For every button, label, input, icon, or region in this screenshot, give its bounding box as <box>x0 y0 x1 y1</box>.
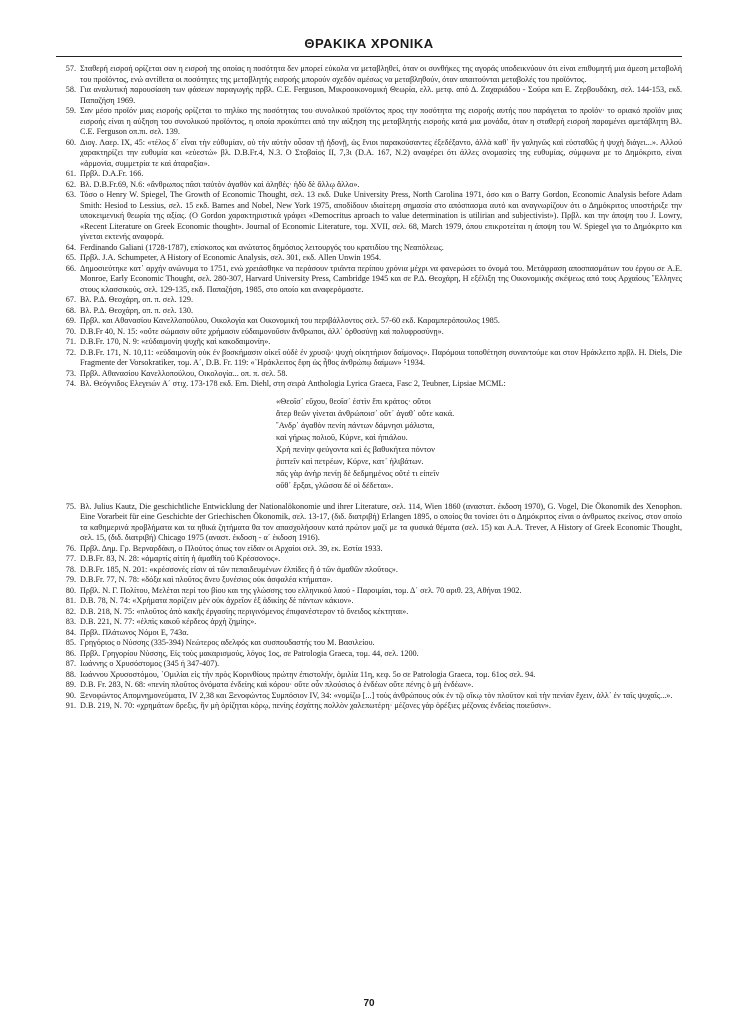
header-rule <box>56 56 682 57</box>
footnote <box>56 659 682 670</box>
footnote-text: Ιωάννης ο Χρυσόστομος (345 ή 347-407). <box>80 659 220 668</box>
poem-line: καὶ γήρως πολιοῦ, Κύρνε, καὶ ἠπιάλου. <box>276 432 408 442</box>
poem-line: «Θεοῖσ᾽ εὔχου, θεοῖσ᾽ ἐστὶν ἔπι κράτος· οὔτοι <box>276 396 431 406</box>
footnotes-part-1 <box>56 64 682 390</box>
poem-line: ῎Ανδρ᾽ ἀγαθὸν πενίη πάντων δάμνησι μάλιστα, <box>276 420 435 430</box>
footnote-number: 70. <box>65 326 76 336</box>
footnote-text: Πρβλ. D.A.Fr. 166. <box>80 169 144 178</box>
footnote <box>56 348 682 369</box>
footnote-text: Πρβλ. Ν. Γ. Πολίτου, Μελέται περί του βίου και της γλώσσης του ελληνικού λαού - Παροιμίαι, τομ. Δ΄ σελ. 70 αριθ. 23, Αθήναι 1902. <box>80 585 522 595</box>
footnote-text: Σταθερή εισροή ορίζεται σαν η εισροή της οποίας η ποσότητα δεν μπορεί εύκολα να μεταβληθεί, όταν οι συνθήκες της αγοράς υποδεικνύουν ότι είναι επιθυμητή μια άμεση μεταβολή του προϊόντος, ενώ αντίθετα οι ποσότητες της μεταβλητής εισροής μπορούν σχεδόν αμέσως να μεταβληθούν, όταν απαιτούνται μεταβολές του προϊόντος. <box>80 64 682 84</box>
footnote <box>56 575 682 586</box>
footnote <box>56 316 682 327</box>
footnote <box>56 253 682 264</box>
footnote-text: D.B.Fr 40, N. 15: «οὔτε σώμασιν οὔτε χρήμασιν εὐδαιμονοῦσιν ἄνθρωποι, ἀλλ᾽ ὀρθοσύνῃ καὶ πολυφροσύνῃ». <box>80 326 444 336</box>
footnote-text: Δημοσιεύτηκε κατ᾽ αρχήν ανώνυμα το 1751, ενώ χρειάσθηκε να περάσουν τριάντα περίπου χρόνια μέχρι να φανερώσει το όνομά του. Μετάφραση αποσπασμάτων του έργου σε A.E. Monroe, Early Economic Thought, σελ. 280-307, Harvard University Press, Cambridge 1945 και σε Ρ.Δ. Θεοχάρη, Η εξέλιξη της Οικονομικής σκέψεως από τους Αρχαίους ῞Ελληνες στους κλασσικούς, σελ. 129-135, εκδ. Παπαζήση, 1985, στο οποίο και αναφερόμαστε. <box>80 263 682 294</box>
footnote-number: 62. <box>65 179 76 189</box>
footnote <box>56 680 682 691</box>
footnote-text: Πρβλ. Πλάτωνος Νόμοι Ε, 743α. <box>80 627 189 637</box>
footnote-number: 87. <box>65 659 76 668</box>
footnote <box>56 327 682 338</box>
footnote-text: Βλ. D.B.Fr.69, N.6: «ἄνθρωπος πᾶσι ταὐτὸν ἀγαθὸν καὶ ἀληθές· ἡδὺ δὲ ἄλλῳ ἄλλο». <box>80 179 360 189</box>
footnote <box>56 586 682 597</box>
footnote-text: Βλ. Julius Kautz, Die geschichtliche Entwicklung der Nationalökonomie und ihrer Literature, σελ. 114, Wien 1860 (αναστατ. έκδοση 1970), G. Vogel, Die Ökonomik des Xenophon. Eine Vorarbeit für eine Geschichte der Griechischen Ökonomik, σελ. 13-17, (διδ. διατριβή) Erlangen 1895, ο οποίος θα τονίσει ότι ο Δημόκριτος είναι ο άνθρωπος εκείνος, στον οποίο τα καθημερινά προβλήματα και τα ηθικά ζητήματα θα τον απασχολήσουν κατά πρώτον μαζί με τα φυσικά θέματα (σελ. 15) και A.A. Trever, A History of Greek Economic Thought, σελ. 15, (διδ. διατριβή) Chicago 1975 (αναστ. έκδοση - α΄ έκδοση 1916). <box>80 501 682 542</box>
footnote <box>56 369 682 380</box>
footnote-text: Βλ. Θεόγνιδος Ελεγειών Α΄ στιχ. 173-178 εκδ. Ern. Diehl, στη σειρά Anthologia Lyrica Graeca, Fasc 2, Teubner, Lipsiae MCML: <box>80 379 506 388</box>
footnote <box>56 243 682 254</box>
footnote-number: 76. <box>65 543 76 553</box>
footnote <box>56 691 682 702</box>
poem-line: οὔθ᾽ ἔρξαι, γλῶσσα δέ οἱ δέδεται». <box>276 480 394 490</box>
footnote-text: D.B. 221, N. 77: «ἐλπὶς κακοῦ κέρδεος ἀρχὴ ζημίης». <box>80 617 257 626</box>
footnote-number: 63. <box>65 190 76 199</box>
poem-line: Χρὴ πενίην φεύγοντα καὶ ἐς βαθυκήτεα πόντον <box>276 444 435 454</box>
footnote <box>56 106 682 138</box>
footnote-number: 68. <box>65 305 76 315</box>
footnote-number: 84. <box>65 627 76 637</box>
running-header: ΘΡΑΚΙΚΑ ΧΡΟΝΙΚΑ <box>304 36 434 51</box>
footnote <box>56 670 682 681</box>
footnote-number: 74. <box>65 379 76 388</box>
footnote <box>56 169 682 180</box>
poem-line: ἄτερ θεῶν γίνεται ἀνθρώποισ᾽ οὔτ᾽ ἀγαθ᾽ οὔτε κακά. <box>276 408 455 418</box>
footnote <box>56 565 682 576</box>
footnote-number: 82. <box>65 606 76 616</box>
footnote-text: Πρβλ. και Αθανασίου Κανελλοπούλου, Οικολογία και Οικονομική του περιβάλλοντος σελ. 57-60 εκδ. Καραμπερόπουλος 1985. <box>80 316 500 325</box>
footnote <box>56 544 682 555</box>
footnote-number: 75. <box>65 501 76 511</box>
footnote-text: Ferdinando Galiani (1728-1787), επίσκοπος και ανώτατος δημόσιος λειτουργός του κρατιδίου της Νεαπόλεως. <box>80 242 444 252</box>
footnote <box>56 607 682 618</box>
footnote-number: 67. <box>65 295 76 304</box>
footnote-text: Πρβλ. Αθανασίου Κανελλοπούλου, Οικολογία... οπ. π. σελ. 58. <box>80 368 288 378</box>
footnote-number: 83. <box>65 617 76 626</box>
footnote-text: Διογ. Λαερ. IX, 45: «τέλος δ᾽ εἶναι τὴν εὐθυμίαν, οὐ τὴν αὐτὴν οὖσαν τῇ ἡδονῇ, ὡς ἔνιοι παρακούσαντες ἐξεδέξαντο, ἀλλὰ καθ᾽ ἣν γαληνῶς καὶ εὐσταθῶς ἡ ψυχὴ διάγει...». Αλλού χαρακτηρίζει την ευθυμία και «εὐεστώ» βλ. D.B.Fr.4, N.3. Ο Στοβαίος II, 7,3ι (D.A. 167, N.2) αναφέρει ότι άλλες ονομασίες της ευθυμίας, σύμφωνα με το Δημόκριτο, είναι «ἁρμονία, συμμετρία τε καὶ ἀταραξία». <box>80 137 682 168</box>
footnote-number: 80. <box>65 585 76 595</box>
footnote <box>56 379 682 390</box>
footnote <box>56 190 682 243</box>
footnote-number: 90. <box>65 690 76 700</box>
footnote-text: Πρβλ. Γρηγορίου Νύσσης, Εἰς τοὺς μακαρισμούς, λόγος 1ος, σε Patrologia Graeca, τομ. 44, σελ. 1200. <box>80 648 419 658</box>
footnote-number: 60. <box>65 137 76 147</box>
footnote-text: Γρηγόριος ο Νύσσης (335-394) Νεώτερος αδελφός και συσπουδαστής του Μ. Βασιλείου. <box>80 638 375 647</box>
footnote <box>56 638 682 649</box>
footnote-text: Πρβλ. J.A. Schumpeter, A History of Economic Analysis, σελ. 301, εκδ. Allen Unwin 1954. <box>80 253 382 262</box>
footnote-text: D.B.Fr. 170, N. 9: «εὐδαιμονίη ψυχῆς καὶ κακοδαιμονίη». <box>80 337 271 346</box>
footnote <box>56 64 682 85</box>
footnote-number: 88. <box>65 669 76 679</box>
footnote-number: 64. <box>65 242 76 252</box>
footnote <box>56 180 682 191</box>
footnote-number: 58. <box>65 85 76 94</box>
footnote-text: D.B.Fr. 185, N. 201: «κρέσσονές εἰσιν αἱ τῶν πεπαιδευμένων ἐλπίδες ἢ ὁ τῶν ἀμαθῶν πλοῦτος». <box>80 564 398 574</box>
footnote-text: Ιωάννου Χρυσοστόμου, ῾Ομιλίαι εἰς τὴν πρὸς Κορινθίους πρώτην ἐπιστολήν, ὁμιλία 11η, κεφ. 5ο σε Patrologia Graeca, τομ. 61ος σελ. 94. <box>80 669 536 679</box>
footnote-number: 61. <box>65 169 76 178</box>
footnote-number: 81. <box>65 596 76 605</box>
footnote-number: 89. <box>65 680 76 689</box>
footnote-number: 78. <box>65 564 76 574</box>
footnote-text: D.B. 78, N. 74: «Χρήματα πορίζειν μὲν οὐκ ἀχρεῖον ἐξ ἀδικίης δὲ πάντων κάκιον». <box>80 596 354 605</box>
footnote-text: D.B.Fr. 83, N. 28: «ἁμαρτίς αἰτίη ἡ ἀμαθίη τοῦ Κρέσσονος». <box>80 554 281 563</box>
footnote-text: Σαν μέσο προϊόν μιας εισροής ορίζεται το πηλίκο της ποσότητας του συνολικού προϊόντος προς την ποσότητα της εισροής αυτής που παράγεται το προϊόν· το οριακό προϊόν μιας εισροής είναι η αύξηση του συνολικού προϊόντος, η οποία προκύπτει από την αύξηση της μεταβλητής εισροής κατά μια μονάδα, όταν η σταθερή εισροή παραμένει αμετάβλητη Βλ. C.E. Ferguson οπ.πι. σελ. 139. <box>80 106 682 136</box>
footnote <box>56 138 682 170</box>
footnote-text: Βλ. Ρ.Δ. Θεοχάρη, οπ. π. σελ. 130. <box>80 305 194 315</box>
footnote <box>56 649 682 660</box>
footnote-number: 66. <box>65 263 76 273</box>
footnote-number: 72. <box>65 347 76 357</box>
footnote-number: 65. <box>65 253 76 262</box>
page-number: 70 <box>363 998 375 1009</box>
footnote-number: 91. <box>65 701 76 710</box>
footnote-text: Βλ. Ρ.Δ. Θεοχάρη, οπ. π. σελ. 129. <box>80 295 194 304</box>
footnote <box>56 701 682 712</box>
poem-line: ῥιπτεῖν καὶ πετρέων, Κύρνε, κατ᾽ ἠλιβάτων. <box>276 456 424 466</box>
footnote <box>56 617 682 628</box>
footnote-text: Για αναλυτική παρουσίαση των φάσεων παραγωγής πρβλ. C.E. Ferguson, Μικροοικονομική Θεωρία, ελλ. μετφ. από Δ. Ζαχαριάδου - Σούρα και Ε. Ζερβουδάκη, σελ. 144-153, εκδ. Παπαζήση 1969. <box>80 85 682 105</box>
footnotes <box>56 64 682 712</box>
footnote <box>56 554 682 565</box>
footnote-text: D.B. 218, N. 75: «πλοῦτος ἀπὸ κακῆς ἐργασίης περιγινόμενος ἐπιφανέστερον τὸ ὄνειδος κέκτηται». <box>80 606 409 616</box>
footnote-number: 77. <box>65 554 76 563</box>
footnote-number: 71. <box>65 337 76 346</box>
footnote-number: 85. <box>65 638 76 647</box>
footnote-number: 59. <box>65 106 76 115</box>
footnote <box>56 337 682 348</box>
footnote <box>56 264 682 296</box>
footnote-text: D.B.Fr. 77, N. 78: «δόξα καὶ πλοῦτος ἄνευ ξυνέσιος οὐκ ἀσφαλέα κτήματα». <box>80 575 333 584</box>
footnote-text: Τόσο ο Henry W. Spiegel, The Growth of Economic Thought, σελ. 13 εκδ. Duke University Press, North Carolina 1971, όσο και ο Barry Gordon, Economic Analysis before Adam Smith: Hesiod to Lessius, σελ. 15 εκδ. Barnes and Nobel, New York 1975, αποδίδουν ιδιαίτερη σημασία στο απόσπασμα αυτό και αναγνωρίζουν ότι ο Δημόκριτος υποστήριξε την υποκειμενική θεωρία της αξίας. (O Gordon χαρακτηριστικά γράφει «Democritus aproach to value determination is utilirian and subjectivist»). Πρβλ. και την άποψη του J. Lowry, «Recent Literature on Greek Economic thought». Journal of Economic Literature, τομ. XVII, σελ. 68, March 1979, όπου επικροτείται η άποψη του W. Spiegel για το Δημόκριτο και γίνεται εκτενής αναφορά. <box>80 190 682 241</box>
poem-line: πᾶς γὰρ ἀνὴρ πενίῃ δὲ δεδμημένος οὔτέ τι εἰπεῖν <box>276 468 440 478</box>
footnote-text: D.B. Fr. 283, N. 68: «πενίη πλοῦτος ὀνόματα ἐνδείης καὶ κόρου· οὔτε οὖν πλούσιος ὁ ἐνδέων οὔτε πένης ὁ μὴ ἐνδέων». <box>80 680 474 689</box>
footnote-number: 57. <box>65 64 76 73</box>
footnote-text: Ξενοφώντος Απομνημονεύματα, IV 2,38 και Ξενοφώντος Συμπόσιον IV, 34: «νομίζω [...] τοὺς ἀνθρώπους οὐκ ἐν τῷ οἴκῳ τὸν πλοῦτον καὶ τὴν πενίαν ἔχειν, ἀλλ᾽ ἐν ταῖς ψυχαῖς...». <box>80 690 673 700</box>
footnote-text: D.B.Fr. 171, N. 10,11: «εὐδαιμονίη οὐκ ἐν βοσκήμασιν οἰκεῖ οὐδὲ ἐν χρυσῷ· ψυχὴ οἰκητήριον δαίμονος». Παρόμοια τοποθέτηση συναντούμε και στον Ηράκλειτο πρβλ. H. Diels, Die Fragmente der Vorsokratiker, τομ. Α΄, D.B. Fr. 119: «῾Ηράκλειτος ἔφη ὡς ἦθος ἀνθρώπῳ δαίμων» ⁵1934. <box>80 347 682 367</box>
footnote <box>56 306 682 317</box>
footnote-number: 73. <box>65 368 76 378</box>
footnotes-part-2 <box>56 502 682 712</box>
footnote <box>56 628 682 639</box>
footnote-text: Πρβλ. Δημ. Γρ. Βερναρδάκη, ο Πλούτος όπως τον είδαν οι Αρχαίοι σελ. 39, εκ. Εστία 1933. <box>80 543 383 553</box>
footnote-number: 69. <box>65 316 76 325</box>
footnote-text: D.B. 219, N. 70: «χρημάτων ὄρεξις, ἣν μὴ ὁρίζηται κόρῳ, πενίης ἐσχάτης πολλὸν χαλεπωτέρη· μέζονες γὰρ ὀρέξιες μέζονας ἐνδείας ποιεῦσιν». <box>80 701 551 710</box>
quoted-poem <box>276 396 682 492</box>
footnote-number: 86. <box>65 648 76 658</box>
footnote <box>56 295 682 306</box>
footnote <box>56 596 682 607</box>
footnote <box>56 85 682 106</box>
footnote-number: 79. <box>65 575 76 584</box>
footnote <box>56 502 682 544</box>
